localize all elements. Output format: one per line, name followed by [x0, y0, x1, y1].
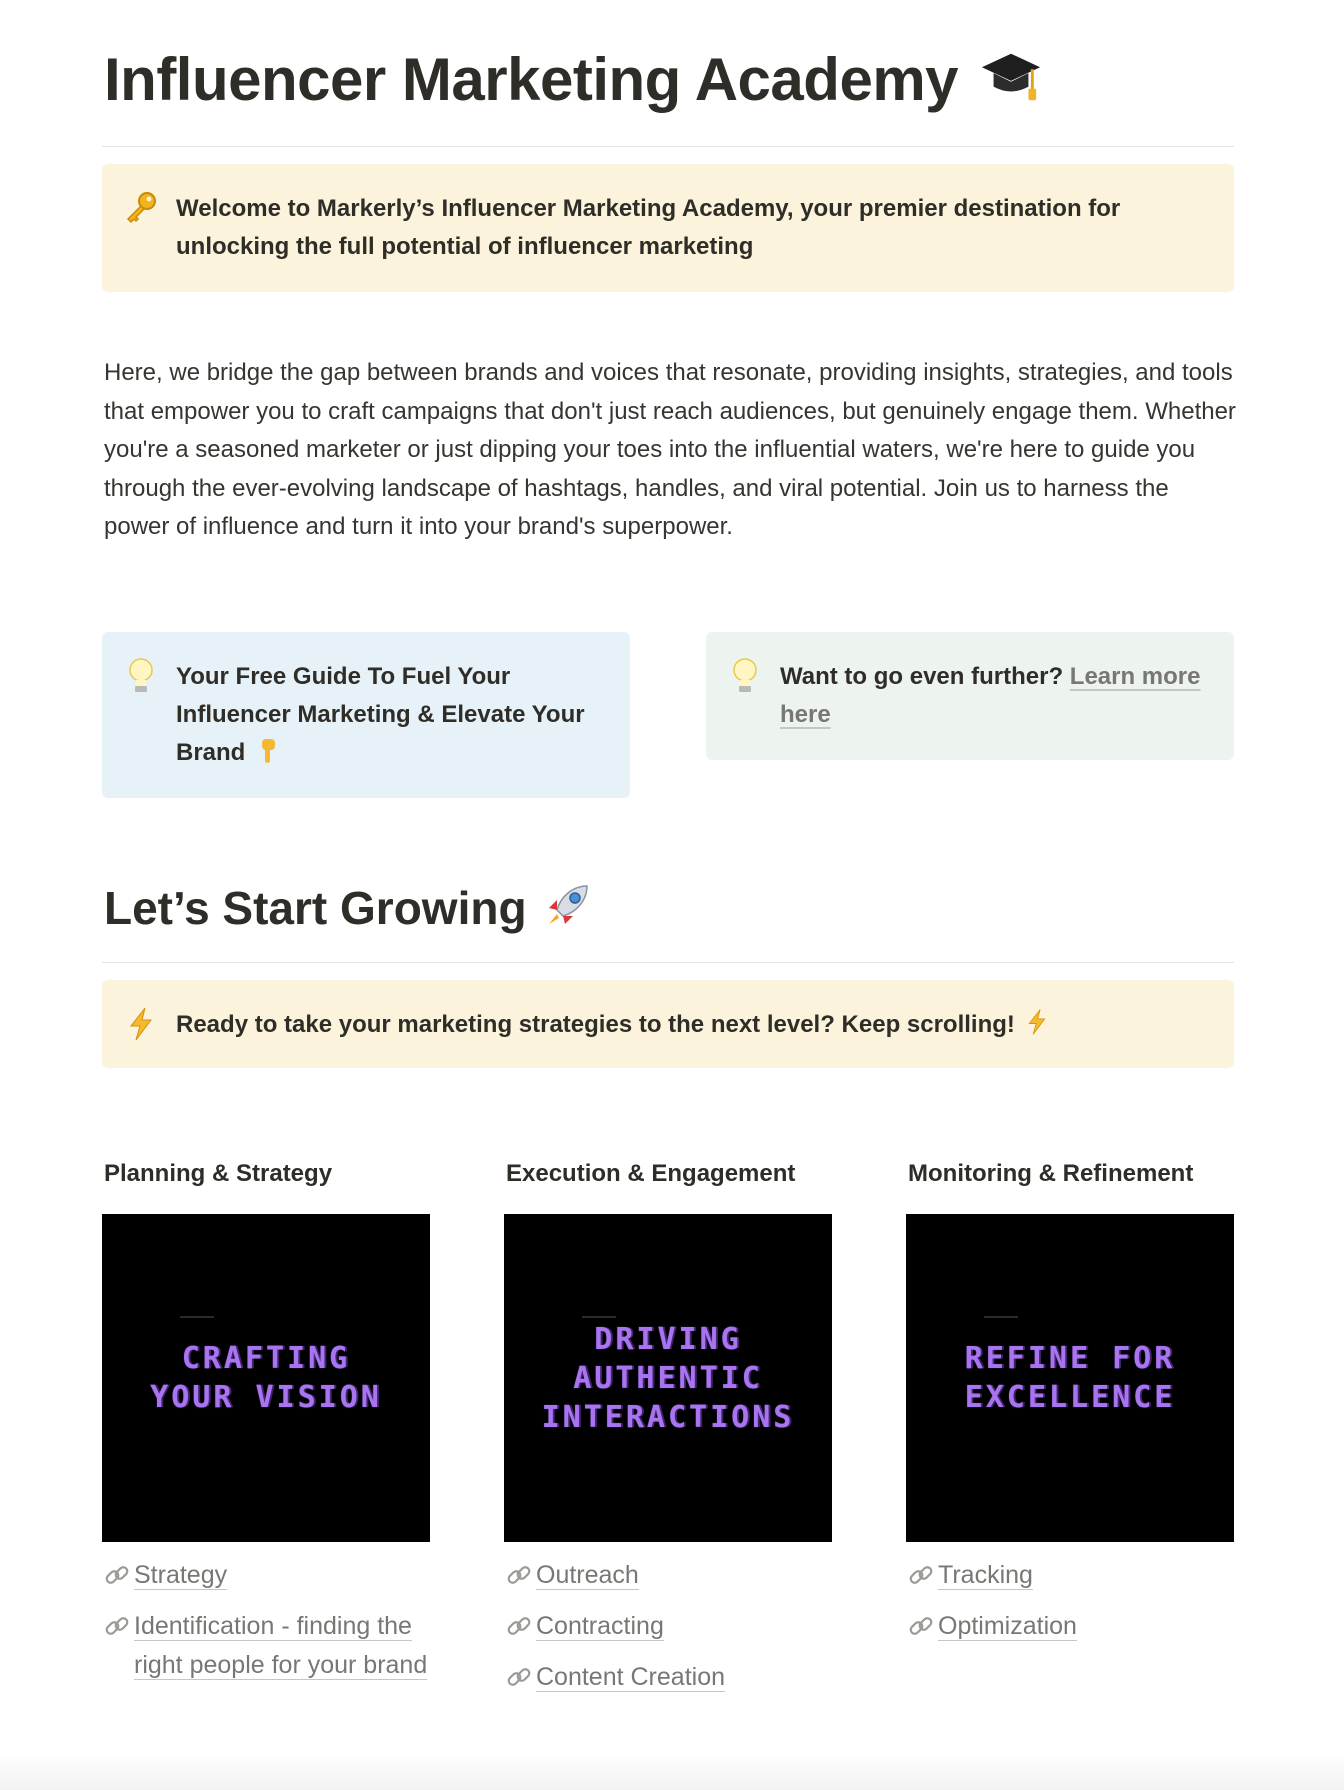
page-title-text: Influencer Marketing Academy	[104, 46, 959, 113]
list-item	[906, 1607, 1236, 1646]
link-icon	[908, 1562, 934, 1588]
further-callout	[706, 632, 1234, 760]
column-title: Planning & Strategy	[104, 1160, 333, 1187]
section-title	[104, 878, 595, 935]
further-callout-text: Want to go even further?	[780, 663, 1064, 690]
link-icon	[506, 1562, 532, 1588]
list-item	[504, 1658, 834, 1697]
cover-text: DRIVING AUTHENTIC INTERACTIONS	[541, 1321, 795, 1435]
section-title-text: Let’s Start Growing	[104, 882, 527, 934]
link-list	[102, 1556, 432, 1685]
list-item	[906, 1556, 1236, 1595]
lightbulb-icon	[726, 656, 764, 696]
lightning-icon	[1026, 1008, 1048, 1036]
link-icon	[506, 1664, 532, 1690]
column-execution	[504, 1160, 834, 1709]
page-title	[104, 44, 1042, 114]
optimization-link[interactable]: Optimization	[938, 1612, 1077, 1640]
key-icon	[122, 188, 160, 228]
scroll-callout-text: Ready to take your marketing strategies to the next level? Keep scrolling!	[176, 1011, 1015, 1038]
scroll-callout	[102, 980, 1234, 1068]
cover-text: REFINE FOR EXCELLENCE	[964, 1341, 1176, 1415]
column-planning	[102, 1160, 432, 1697]
strategy-link[interactable]: Strategy	[134, 1561, 228, 1589]
column-monitoring	[906, 1160, 1236, 1658]
link-icon	[908, 1613, 934, 1639]
lightning-icon	[122, 1004, 160, 1044]
link-list	[504, 1556, 834, 1697]
tracking-link[interactable]: Tracking	[938, 1561, 1033, 1589]
cover-text: CRAFTING YOUR VISION	[150, 1341, 382, 1415]
pointing-down-icon	[256, 737, 280, 765]
cover-dash	[180, 1316, 214, 1318]
link-icon	[506, 1613, 532, 1639]
guide-callout[interactable]	[102, 632, 630, 798]
welcome-callout-text: Welcome to Markerly’s Influencer Marketing Academy, your premier destination for unlocking the full potential of influencer marketing	[176, 195, 1121, 260]
link-list	[906, 1556, 1236, 1646]
identification-link[interactable]: Identification - finding the right people for your brand	[134, 1612, 428, 1679]
contracting-link[interactable]: Contracting	[536, 1612, 664, 1640]
link-icon	[104, 1613, 130, 1639]
bottom-fade	[0, 1752, 1344, 1790]
cover-image-execution[interactable]	[504, 1214, 832, 1542]
column-title: Monitoring & Refinement	[908, 1160, 1194, 1187]
link-icon	[104, 1562, 130, 1588]
section-divider	[102, 962, 1234, 963]
list-item	[504, 1607, 834, 1646]
guide-callout-text: Your Free Guide To Fuel Your Influencer Marketing & Elevate Your Brand	[176, 663, 585, 766]
column-title: Execution & Engagement	[506, 1160, 796, 1187]
graduation-cap-icon	[980, 44, 1042, 106]
cover-dash	[582, 1316, 616, 1318]
welcome-callout	[102, 164, 1234, 292]
outreach-link[interactable]: Outreach	[536, 1561, 639, 1589]
title-divider	[102, 146, 1234, 147]
intro-paragraph: Here, we bridge the gap between brands and voices that resonate, providing insights, strategies, and tools that empower you to craft campaigns that don't just reach audiences, but genuinely engage them. Whether you're a seasoned marketer or just dipping your toes into the influential waters, we're here to guide you through the ever-evolving landscape of hashtags, handles, and viral potential. Join us to harness the power of influence and turn it into your brand's superpower.	[104, 359, 1236, 540]
cover-image-monitoring[interactable]	[906, 1214, 1234, 1542]
cover-dash	[984, 1316, 1018, 1318]
list-item	[102, 1607, 432, 1685]
list-item	[504, 1556, 834, 1595]
lightbulb-icon	[122, 656, 160, 696]
rocket-icon	[543, 878, 595, 930]
list-item	[102, 1556, 432, 1595]
content-creation-link[interactable]: Content Creation	[536, 1663, 726, 1691]
learn-more-link[interactable]: Learn more here	[780, 663, 1201, 728]
cover-image-planning[interactable]	[102, 1214, 430, 1542]
